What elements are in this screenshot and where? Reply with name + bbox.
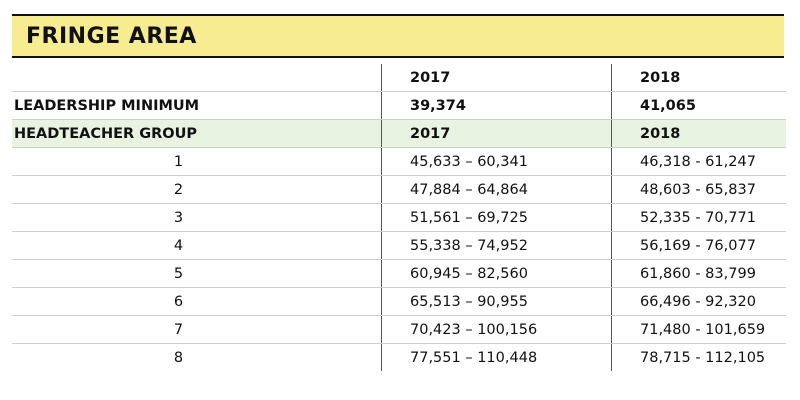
group-number: 8 [173, 349, 184, 366]
header-empty-cell [12, 64, 382, 92]
leadership-minimum-row [12, 92, 786, 120]
range-2017: 65,513 – 90,955 [382, 288, 612, 316]
header-2017: 2017 [382, 64, 612, 92]
leadership-minimum-2018: 41,065 [612, 92, 787, 120]
range-2017: 47,884 – 64,864 [382, 176, 612, 204]
range-2018: 61,860 - 83,799 [612, 260, 787, 288]
table-row [12, 176, 786, 204]
range-2018: 56,169 - 76,077 [612, 232, 787, 260]
range-2017: 45,633 – 60,341 [382, 148, 612, 176]
group-number: 2 [12, 176, 382, 204]
range-2018: 46,318 - 61,247 [612, 148, 787, 176]
group-number: 3 [12, 204, 382, 232]
table-row [12, 204, 786, 232]
table-row [12, 316, 786, 344]
leadership-minimum-label: LEADERSHIP MINIMUM [12, 92, 382, 120]
headteacher-group-2018: 2018 [612, 120, 787, 148]
range-2018: 48,603 - 65,837 [612, 176, 787, 204]
table-row [12, 344, 786, 372]
header-2018: 2018 [612, 64, 787, 92]
range-2018: 71,480 - 101,659 [612, 316, 787, 344]
headteacher-group-2017: 2017 [382, 120, 612, 148]
salary-table [12, 64, 786, 371]
group-number: 1 [12, 148, 382, 176]
range-2018: 66,496 - 92,320 [612, 288, 787, 316]
group-number: 7 [12, 316, 382, 344]
range-2017: 70,423 – 100,156 [382, 316, 612, 344]
group-number: 4 [12, 232, 382, 260]
table-row [12, 232, 786, 260]
headteacher-group-label: HEADTEACHER GROUP [12, 120, 382, 148]
headteacher-group-header-row [12, 120, 786, 148]
table-row [12, 148, 786, 176]
leadership-minimum-2017: 39,374 [382, 92, 612, 120]
range-2018: 52,335 - 70,771 [612, 204, 787, 232]
range-2017: 55,338 – 74,952 [382, 232, 612, 260]
year-header-row [12, 64, 786, 92]
table-row [12, 260, 786, 288]
page-title: FRINGE AREA [26, 24, 197, 49]
range-2017: 77,551 – 110,448 [382, 344, 612, 372]
group-number: 6 [12, 288, 382, 316]
group-number: 5 [12, 260, 382, 288]
table-row [12, 288, 786, 316]
title-bar [12, 14, 784, 58]
range-2017: 60,945 – 82,560 [382, 260, 612, 288]
range-2017: 51,561 – 69,725 [382, 204, 612, 232]
range-2018: 78,715 - 112,105 [612, 344, 787, 372]
